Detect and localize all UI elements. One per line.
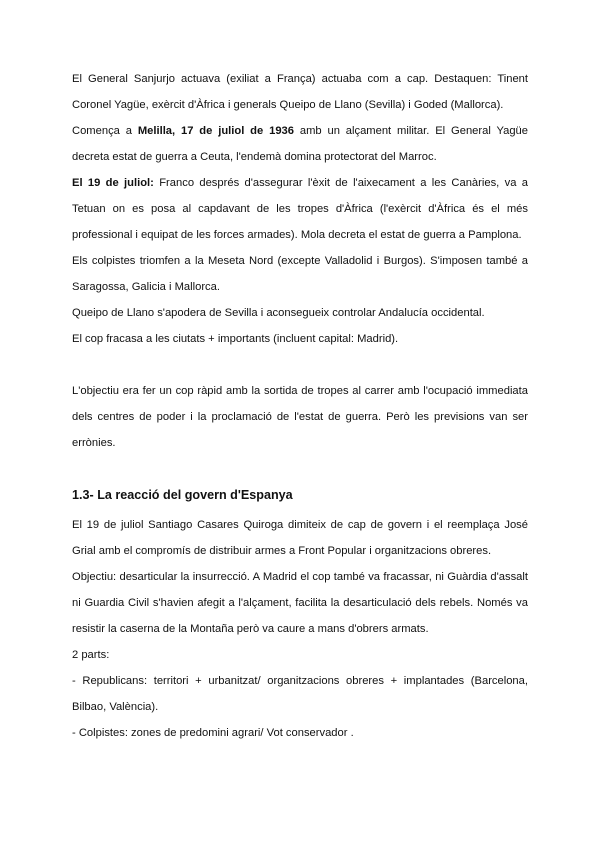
juliol-19-bold: El 19 de juliol: [72, 177, 154, 189]
paragraph-melilla [72, 118, 528, 170]
list-item-colpistes: - Colpistes: zones de predomini agrari/ Vot conservador . [72, 727, 354, 739]
melilla-date-bold: Melilla, 17 de juliol de 1936 [137, 125, 294, 137]
paragraph-meseta-nord: Els colpistes triomfen a la Meseta Nord (excepte Valladolid i Burgos). S'imposen també a Saragossa, Galicia i Mallorca. [72, 255, 528, 293]
paragraph-cop-fracasa: El cop fracasa a les ciutats + importants (incluent capital: Madrid). [72, 333, 399, 345]
spacer [72, 456, 528, 482]
paragraph-2-parts: 2 parts: [72, 649, 110, 661]
paragraph-19-juliol [72, 170, 528, 248]
paragraph-sanjurjo: El General Sanjurjo actuava (exiliat a França) actuaba com a cap. Destaquen: Tinent Coronel Yagüe, exèrcit d'Àfrica i generals Queipo de Llano (Sevilla) i Goded (Mallorca). [72, 73, 528, 111]
paragraph-queipo: Queipo de Llano s'apodera de Sevilla i aconsegueix controlar Andalucía occidental. [72, 307, 485, 319]
juliol-19-text: Franco després d'assegurar l'èxit de l'aixecament a les Canàries, va a Tetuan on es posa al capdavant de les tropes d'Àfrica (l'exèrcit d'Àfrica és el més professional i equipat de les forces armades). Mola decreta el estat de guerra a Pamplona. [72, 177, 528, 241]
melilla-text-post: amb un alçament militar. El General Yagüe decreta estat de guerra a Ceuta, l'endemà domina protectorat del Marroc. [72, 125, 528, 163]
list-item-republicans: - Republicans: territori + urbanitzat/ organitzacions obreres + implantades (Barcelona, Bilbao, València). [72, 675, 528, 713]
document-body [72, 66, 528, 746]
paragraph-casares-quiroga: El 19 de juliol Santiago Casares Quiroga dimiteix de cap de govern i el reemplaça José Grial amb el compromís de distribuir armes a Front Popular i organitzacions obreres. [72, 519, 528, 557]
spacer [72, 352, 528, 378]
paragraph-objectiu-cop: L'objectiu era fer un cop ràpid amb la sortida de tropes al carrer amb l'ocupació immediata dels centres de poder i la proclamació de l'estat de guerra. Però les previsions van ser erròni​es. [72, 385, 528, 449]
melilla-text-pre: Comença a [72, 125, 138, 137]
section-heading: 1.3- La reacció del govern d'Espanya [72, 488, 293, 502]
paragraph-objectiu-desarticular: Objectiu: desarticular la insurrecció. A Madrid el cop també va fracassar, ni Guàrdia d'assalt ni Guardia Civil s'havien afegit a l'alçament, facilita la desarticulació dels rebels. Només va resistir la caserna de la Montaña però va caure a mans d'obrers armats. [72, 571, 528, 635]
